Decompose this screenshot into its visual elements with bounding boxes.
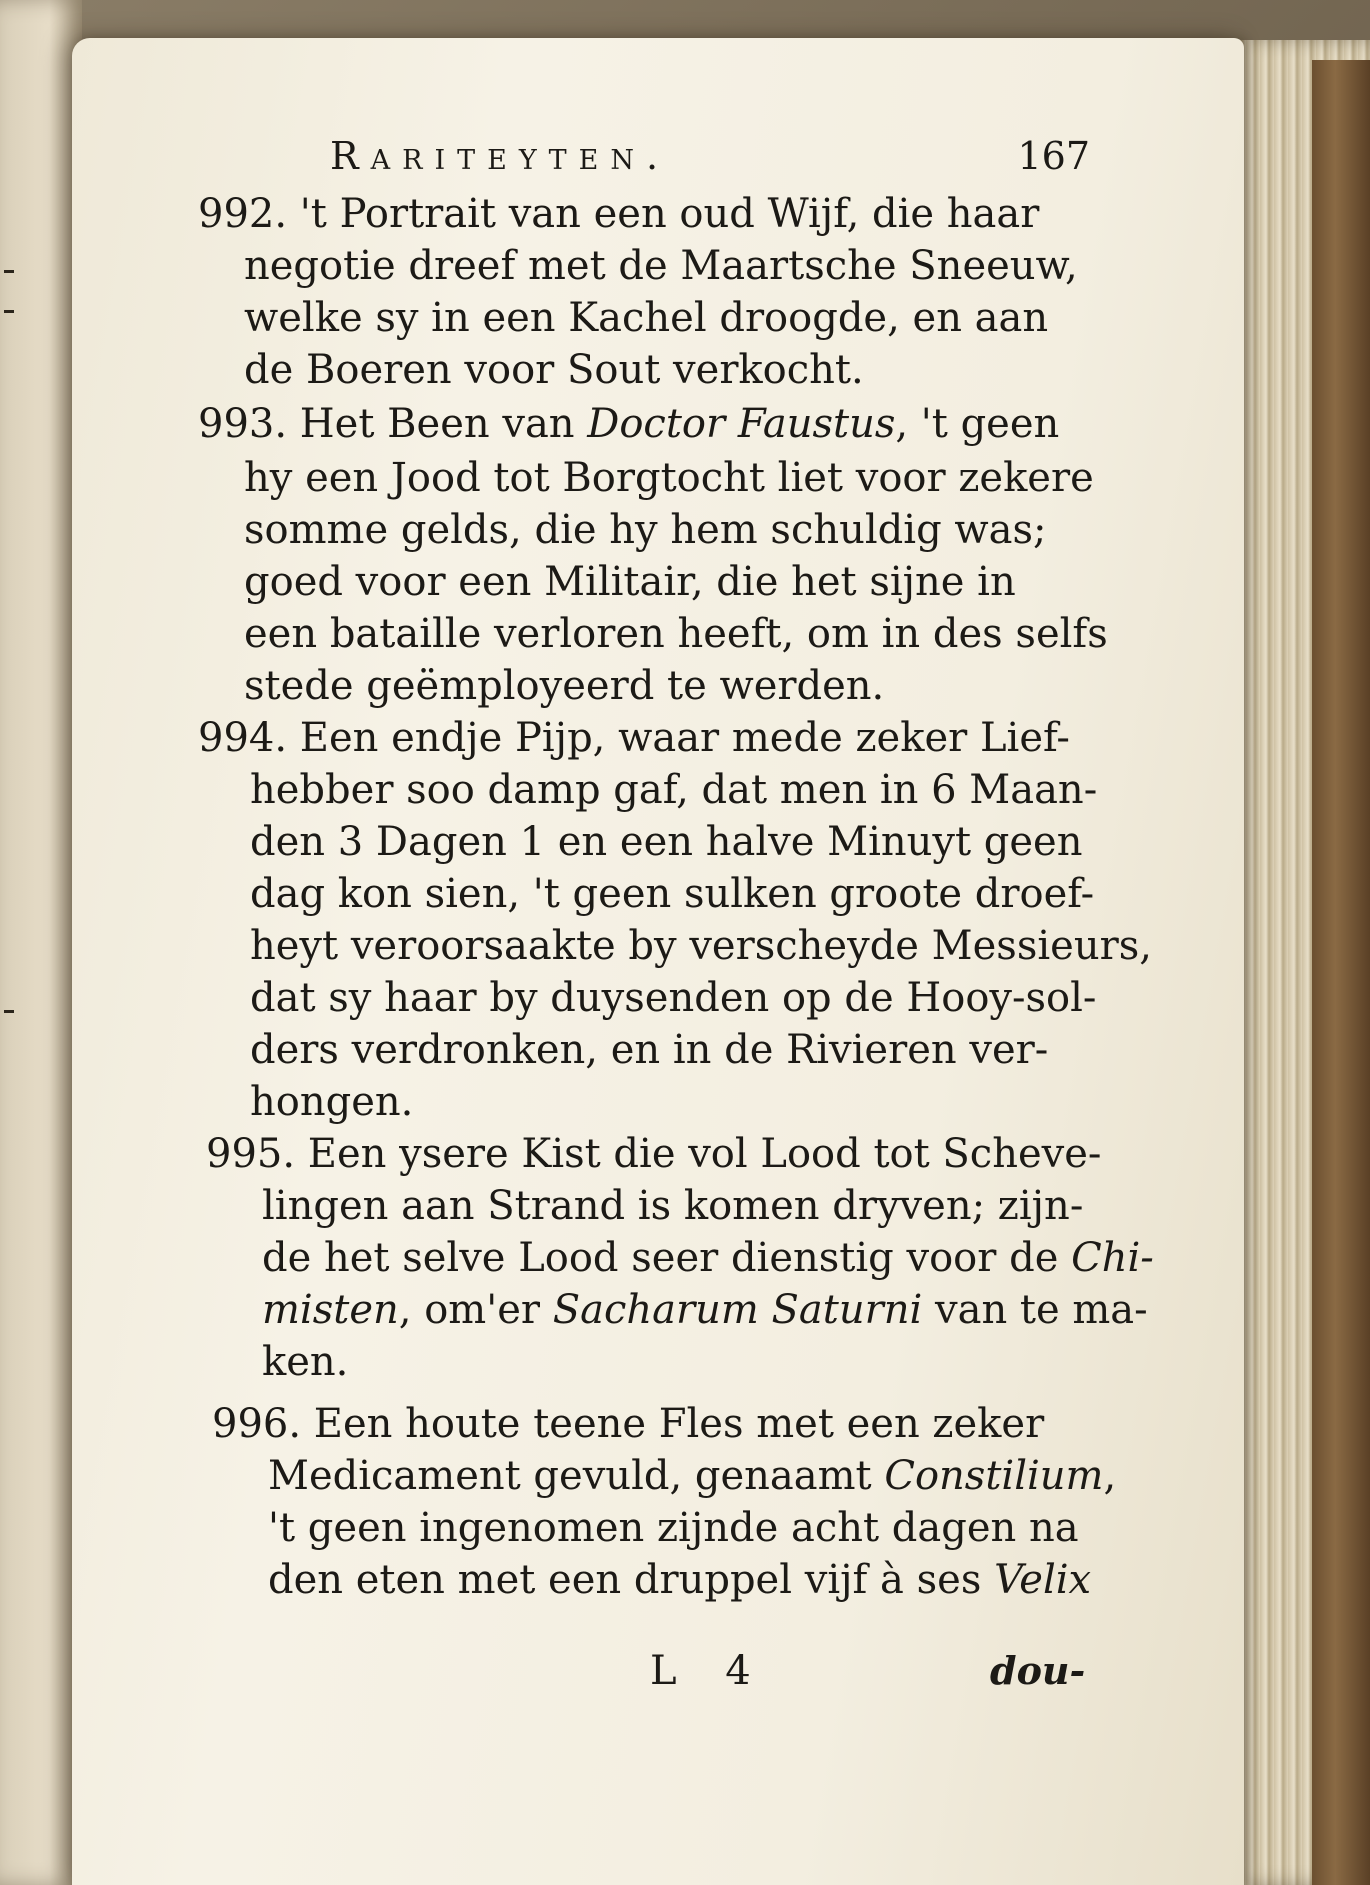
entry-text: Het Been van bbox=[299, 401, 588, 447]
entry-text-italic: Constilium bbox=[884, 1453, 1104, 1499]
entry-992-line-3: welke sy in een Kachel droogde, en aan bbox=[244, 295, 1049, 341]
entry-text-italic: misten bbox=[262, 1287, 399, 1333]
entry-995-line-4 bbox=[262, 1288, 1148, 1332]
entry-995-line-1 bbox=[206, 1132, 1101, 1176]
entry-text-italic: Sacharum Saturni bbox=[552, 1287, 923, 1333]
book-page bbox=[72, 38, 1244, 1885]
entry-993-line-1 bbox=[198, 402, 1059, 446]
entry-text: den eten met een druppel vijf à ses bbox=[268, 1557, 995, 1603]
running-title: Rariteyten. bbox=[330, 134, 671, 178]
entry-996-line-3: 't geen ingenomen zijnde acht dagen na bbox=[268, 1505, 1079, 1551]
page-text bbox=[72, 38, 1244, 1885]
entry-996-line-4 bbox=[268, 1558, 1091, 1602]
signature-mark: L 4 bbox=[650, 1648, 769, 1694]
entry-994-line-7: ders verdronken, en in de Rivieren ver- bbox=[250, 1027, 1049, 1073]
entry-993-line-5: een bataille verloren heeft, om in des selfs bbox=[244, 611, 1108, 657]
entry-text: 't Portrait van een oud Wijf, die haar bbox=[299, 191, 1040, 237]
page-number: 167 bbox=[1017, 134, 1090, 178]
entry-995-line-5: ken. bbox=[262, 1339, 349, 1385]
entry-text-italic: Doctor Faustus bbox=[587, 401, 896, 447]
book-cover-edge bbox=[1312, 60, 1370, 1885]
entry-995-line-3 bbox=[262, 1236, 1154, 1280]
entry-992-line-2: negotie dreef met de Maartsche Sneeuw, bbox=[244, 243, 1078, 289]
entry-994-line-1 bbox=[198, 716, 1070, 760]
entry-993-line-4: goed voor een Militair, die het sijne in bbox=[244, 559, 1016, 605]
facing-page-mark bbox=[4, 310, 14, 313]
entry-995-line-2: lingen aan Strand is komen dryven; zijn- bbox=[262, 1183, 1084, 1229]
entry-994-line-2: hebber soo damp gaf, dat men in 6 Maan- bbox=[250, 767, 1098, 813]
entry-text: Een houte teene Fles met een zeker bbox=[313, 1401, 1045, 1447]
entry-text: van te ma- bbox=[922, 1287, 1148, 1333]
entry-993-line-6: stede geëmployeerd te werden. bbox=[244, 663, 885, 709]
entry-number: 995. bbox=[206, 1131, 296, 1177]
entry-text: , 't geen bbox=[895, 401, 1060, 447]
entry-996-line-2 bbox=[268, 1454, 1116, 1498]
facing-page-mark bbox=[4, 270, 14, 273]
entry-text: Een endje Pijp, waar mede zeker Lief- bbox=[299, 715, 1070, 761]
entry-994-line-6: dat sy haar by duysenden op de Hooy-sol- bbox=[250, 975, 1097, 1021]
entry-992-line-4: de Boeren voor Sout verkocht. bbox=[244, 347, 864, 393]
entry-text-italic: Chi- bbox=[1071, 1235, 1154, 1281]
entry-994-line-8: hongen. bbox=[250, 1079, 414, 1125]
entry-993-line-2: hy een Jood tot Borgtocht liet voor zekere bbox=[244, 455, 1094, 501]
entry-text: , om'er bbox=[398, 1287, 553, 1333]
entry-994-line-5: heyt veroorsaakte by verscheyde Messieurs, bbox=[250, 923, 1152, 969]
entry-994-line-4: dag kon sien, 't geen sulken groote droef- bbox=[250, 871, 1095, 917]
entry-994-line-3: den 3 Dagen 1 en een halve Minuyt geen bbox=[250, 819, 1083, 865]
entry-992-line-1 bbox=[198, 192, 1039, 236]
entry-993-line-3: somme gelds, die hy hem schuldig was; bbox=[244, 507, 1047, 553]
entry-996-line-1 bbox=[212, 1402, 1044, 1446]
entry-number: 996. bbox=[212, 1401, 302, 1447]
entry-number: 992. bbox=[198, 191, 288, 237]
entry-text: Een ysere Kist die vol Lood tot Scheve- bbox=[307, 1131, 1102, 1177]
entry-text: de het selve Lood seer dienstig voor de bbox=[262, 1235, 1072, 1281]
entry-number: 993. bbox=[198, 401, 288, 447]
facing-page-mark bbox=[4, 1010, 14, 1013]
running-head bbox=[330, 134, 1090, 184]
entry-number: 994. bbox=[198, 715, 288, 761]
entry-text-italic: Velix bbox=[994, 1557, 1092, 1603]
facing-page-edge bbox=[0, 0, 82, 1885]
entry-text: Medicament gevuld, genaamt bbox=[268, 1453, 885, 1499]
entry-text: , bbox=[1103, 1453, 1117, 1499]
catchword: dou- bbox=[990, 1648, 1086, 1693]
